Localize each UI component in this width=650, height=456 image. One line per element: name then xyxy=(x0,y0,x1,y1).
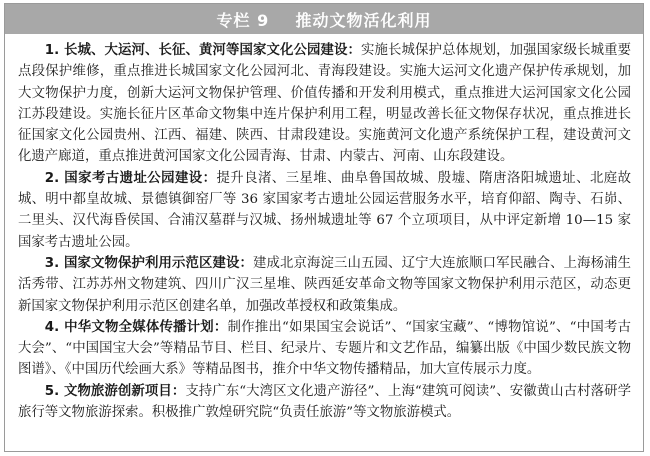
paragraph-2-lead: 2. 国家考古遗址公园建设： xyxy=(44,170,217,186)
box-header xyxy=(5,4,643,34)
paragraph-5 xyxy=(18,381,631,424)
paragraph-3-lead: 3. 国家文物保护利用示范区建设： xyxy=(44,255,254,271)
box-content xyxy=(5,34,643,423)
paragraph-3-text: 建成北京海淀三山五园、辽宁大连旅顺口军民融合、上海杨浦生活秀带、江苏苏州文物建筑、四川广汉三星堆、陕西延安革命文物等国家文物保护利用示范区，动态更新国家文物保护利用示范区创建名单，加强改革授权和政策集成。 xyxy=(18,255,632,314)
paragraph-1-lead: 1. 长城、大运河、长征、黄河等国家文化公园建设： xyxy=(44,43,362,58)
box-title: 专栏 9 推动文物活化利用 xyxy=(216,10,432,30)
paragraph-4-lead: 4. 中华文物全媒体传播计划： xyxy=(44,319,228,335)
paragraph-4-text: 制作推出“如果国宝会说话”、“国家宝藏”、“博物馆说”、“中国考古大会”、“中国国宝大会”等精品节目、栏目、纪录片、专题片和文艺作品，编纂出版《中国少数民族文物图谱》、《中国历代绘画大系》等精品图书，推介中华文物传播精品，加大宣传展示力度。 xyxy=(18,319,631,378)
sidebar-box xyxy=(4,3,644,452)
paragraph-2 xyxy=(18,168,631,253)
paragraph-5-lead: 5. 文物旅游创新项目： xyxy=(44,383,186,399)
paragraph-1 xyxy=(18,40,631,168)
paragraph-4 xyxy=(18,317,631,381)
paragraph-3 xyxy=(18,253,631,317)
paragraph-2-text: 提升良渚、三星堆、曲阜鲁国故城、殷墟、隋唐洛阳城遗址、北庭故城、明中都皇故城、景德镇御窑厂等 36 家国家考古遗址公园运营服务水平，培育仰韶、陶寺、石峁、二里头、汉代海昏侯国、合浦汉墓群与汉城、扬州城遗址等 67 个立项项目，从中评定新增 10—15 家国家考古遗址公园。 xyxy=(18,170,631,250)
paragraph-1-text: 实施长城保护总体规划，加强国家级长城重要点段保护维修，重点推进长城国家文化公园河北、青海段建设。实施大运河文化遗产保护传承规划，加大文物保护力度，创新大运河文物保护管理、价值传播和开发利用模式，重点推进大运河国家文化公园江苏段建设。实施长征片区革命文物集中连片保护利用工程，明显改善长征文物保存状况，重点推进长征国家文化公园贵州、江西、福建、陕西、甘肃段建设。实施黄河文化遗产系统保护工程，建设黄河文化遗产廊道，重点推进黄河国家文化公园青海、甘肃、内蒙古、河南、山东段建设。 xyxy=(18,43,631,165)
paragraph-5-text: 支持广东“大湾区文化遗产游径”、上海“建筑可阅读”、安徽黄山古村落研学旅行等文物旅游探索。积极推广敦煌研究院“负责任旅游”等文物旅游模式。 xyxy=(18,383,631,421)
